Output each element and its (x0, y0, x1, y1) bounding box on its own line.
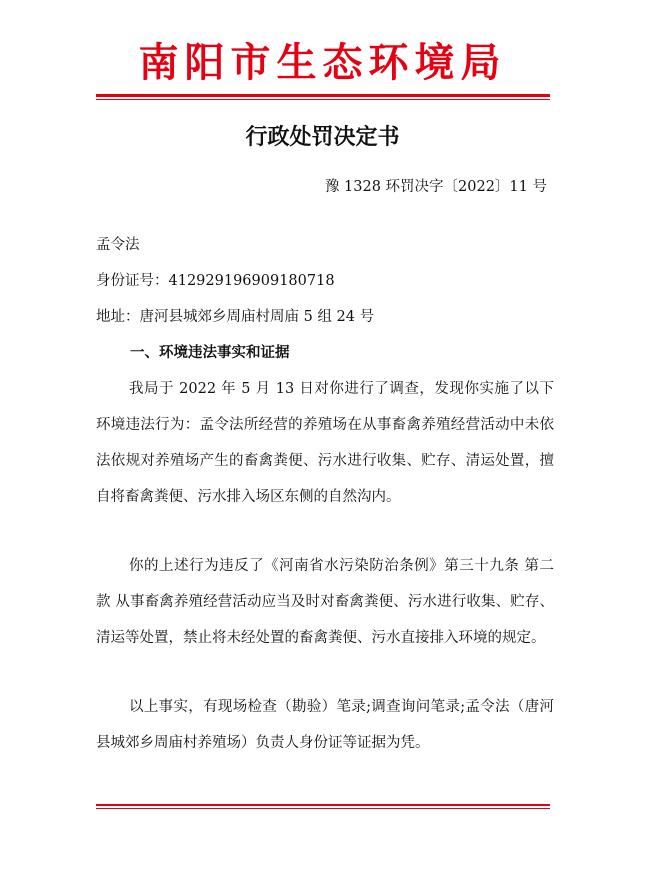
party-address: 地址：唐河县城郊乡周庙村周庙 5 组 24 号 (96, 309, 375, 325)
footer-rule-thin (96, 808, 550, 809)
party-name: 孟令法 (96, 237, 140, 253)
letterhead-rule-thin (96, 99, 550, 100)
paragraph-facts: 我局于 2022 年 5 月 13 日对你进行了调查，发现你实施了以下环境违法行为：孟令法所经营的养殖场在从事畜禽养殖经营活动中未依法依规对养殖场产生的畜禽粪便、污水进行收集、贮存、清运处置，擅自将畜禽粪便、污水排入场区东侧的自然沟内。 (96, 381, 554, 505)
document-title: 行政处罚决定书 (245, 124, 400, 150)
paragraph-evidence: 以上事实，有现场检查（勘验）笔录;调查询问笔录;孟令法（唐河县城郊乡周庙村养殖场）负责人身份证等证据为凭。 (96, 699, 554, 751)
letterhead-rule-thick (96, 94, 550, 97)
section-heading: 一、环境违法事实和证据 (130, 345, 290, 361)
footer-rule-thick (96, 804, 550, 806)
paragraph-violation: 你的上述行为违反了《河南省水污染防治条例》第三十九条 第二款 从事畜禽养殖经营活动应当及时对畜禽粪便、污水进行收集、贮存、清运等处置，禁止将未经处置的畜禽粪便、污水直接排入环境的规定。 (96, 558, 554, 646)
agency-letterhead: 南阳市生态环境局 (138, 40, 507, 86)
document-number: 豫 1328 环罚决字〔2022〕11 号 (324, 179, 547, 195)
party-id: 身份证号：412929196909180718 (96, 273, 335, 289)
